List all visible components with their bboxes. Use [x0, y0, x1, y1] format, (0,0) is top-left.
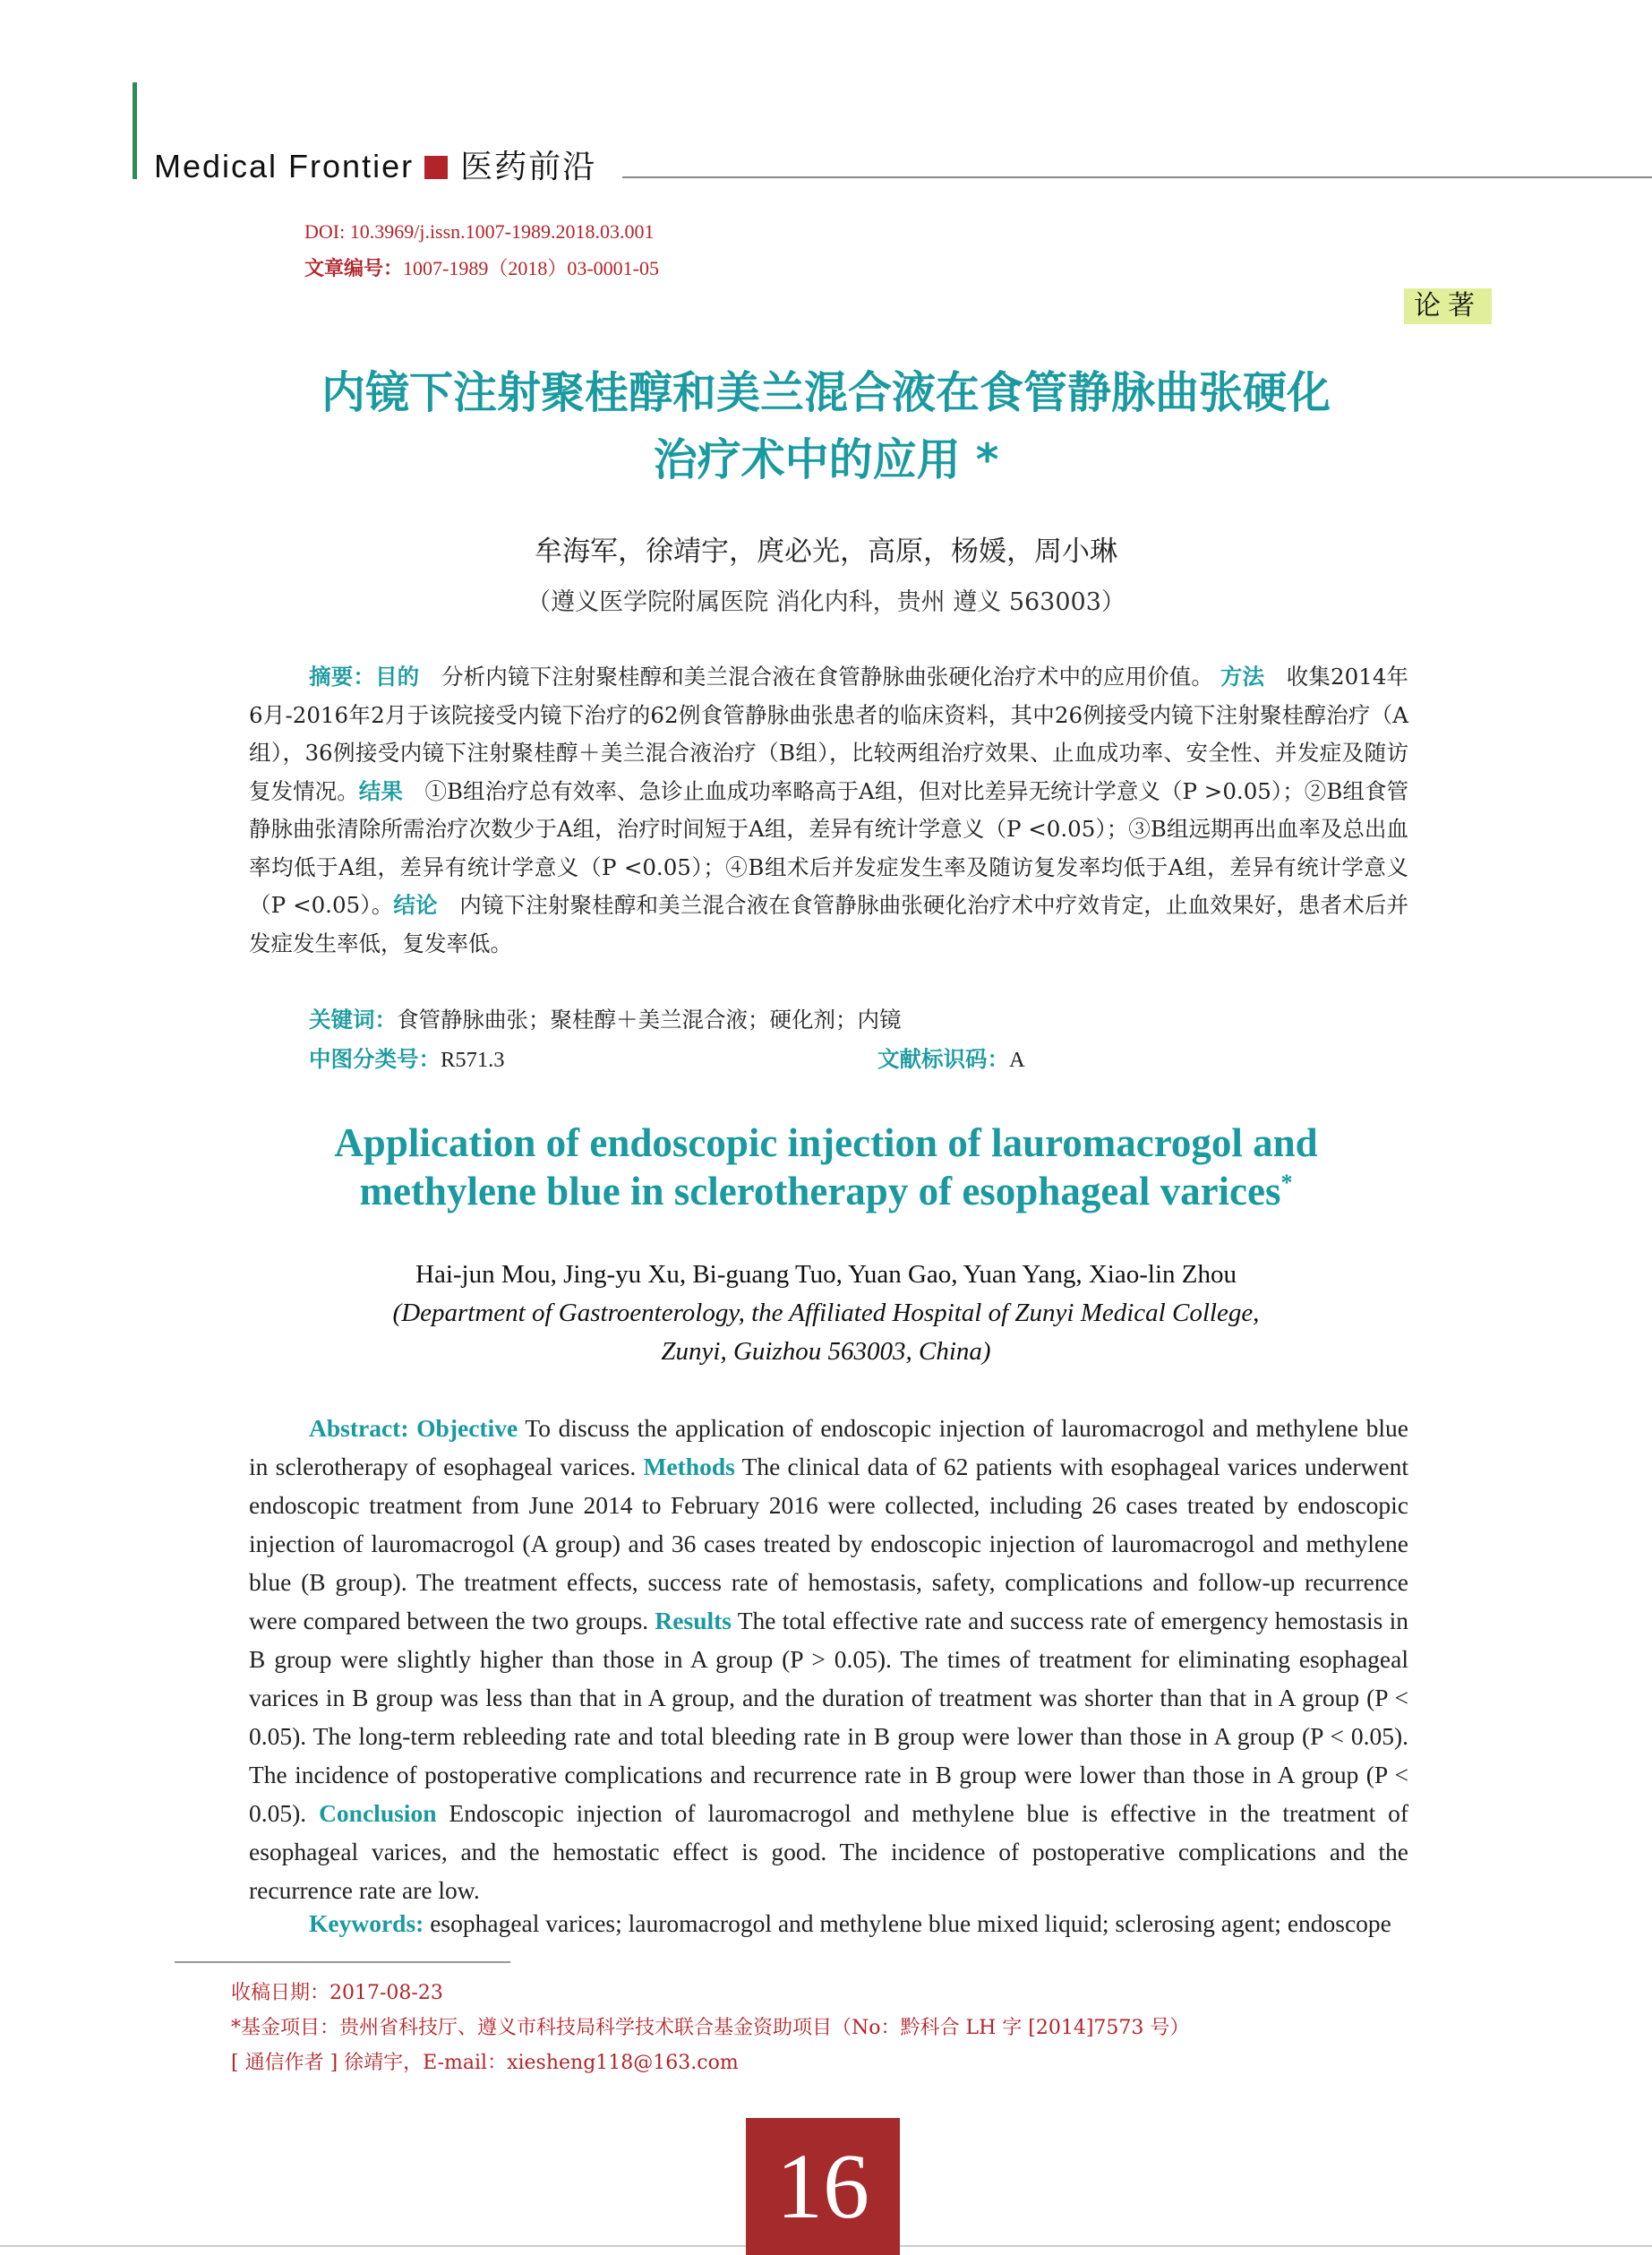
section-tag: 论著: [1404, 288, 1492, 324]
conclusion-en: Endoscopic injection of lauromacrogol and methylene blue is effective in the treatment of esophageal varices, and the hemostatic effect is good. The incidence of postoperative complications and the recurrence rate are low.: [249, 1799, 1409, 1904]
received-date: 收稿日期：2017-08-23: [231, 1982, 443, 2004]
methods-zh-label: 方法: [1220, 664, 1265, 690]
clc-label: 中图分类号：: [309, 1046, 441, 1072]
doc-code: A: [1009, 1048, 1025, 1072]
title-zh-line1: 内镜下注射聚桂醇和美兰混合液在食管静脉曲张硬化: [321, 367, 1331, 418]
doc-code-line: [877, 1042, 1025, 1074]
title-zh-line2: 治疗术中的应用 *: [653, 434, 999, 485]
page-number: 16: [746, 2118, 900, 2255]
results-en-label: Results: [655, 1607, 732, 1634]
doi-line: DOI: 10.3969/j.issn.1007-1989.2018.03.001: [304, 220, 655, 243]
authors-zh: 牟海军，徐靖宇，庹必光，高原，杨媛，周小琳: [535, 536, 1117, 568]
keywords-zh: 食管静脉曲张；聚桂醇＋美兰混合液；硬化剂；内镜: [397, 1007, 902, 1033]
title-en-star: *: [1280, 1170, 1293, 1196]
journal-name-en: Medical Frontier: [154, 148, 415, 184]
journal-name-zh: 医药前沿: [460, 148, 597, 184]
affiliation-en-line2: Zunyi, Guizhou 563003, China): [661, 1337, 991, 1366]
title-en-line2-text: methylene blue in sclerotherapy of esophageal varices: [359, 1169, 1281, 1213]
results-zh: ①B组治疗总有效率、急诊止血成功率略高于A组，但对比差异无统计学意义（P >0.05）；②B组食管静脉曲张清除所需治疗次数少于A组，治疗时间短于A组，差异有统计学意义（P <0.05）；③B组远期再出血率及总出血率均低于A组，差异有统计学意义（P <0.05）；④B组术后并发症发生率及随访复发率均低于A组，差异有统计学意义（P <0.05）。: [249, 777, 1409, 918]
keywords-en-line: [309, 1909, 1391, 1938]
affiliation-en-line1: (Department of Gastroenterology, the Affiliated Hospital of Zunyi Medical College,: [392, 1299, 1260, 1327]
authors-en: Hai-jun Mou, Jing-yu Xu, Bi-guang Tuo, Yuan Gao, Yuan Yang, Xiao-lin Zhou: [415, 1260, 1237, 1289]
conclusion-en-label: Conclusion: [319, 1799, 437, 1827]
objective-en-label: Objective: [416, 1414, 518, 1442]
keywords-zh-line: [309, 1003, 902, 1034]
methods-en: The clinical data of 62 patients with esophageal varices underwent endoscopic treatment from June 2014 to February 2016 were collected, including 26 cases treated by endoscopic injection of lauromacrogol (A group) and 36 cases treated by endoscopic injection of lauromacrogol and methylene blue (B group). The treatment effects, success rate of hemostasis, safety, complications and follow-up recurrence were compared between the two groups.: [249, 1453, 1409, 1634]
objective-zh-label: 目的: [375, 664, 420, 690]
header-square-icon: [424, 156, 448, 179]
conclusion-zh-label: 结论: [393, 892, 438, 918]
objective-en: To discuss the application of endoscopic injection of lauromacrogol and methylene blue in sclerotherapy of esophageal varices.: [249, 1414, 1408, 1480]
results-en: The total effective rate and success rate of emergency hemostasis in B group were slightly higher than those in A group (P > 0.05). The times of treatment for eliminating esophageal varices in B group was less than that in A group, and the duration of treatment was shorter than that in A group (P < 0.05). The long-term rebleeding rate and total bleeding rate in B group were lower than those in A group (P < 0.05). The incidence of postoperative complications and recurrence rate in B group were lower than those in A group (P < 0.05).: [249, 1607, 1409, 1827]
title-en-line2: [0, 1168, 1652, 1214]
clc-code: R571.3: [441, 1048, 505, 1072]
header-rule: [622, 176, 1652, 178]
affiliation-zh: （遵义医学院附属医院 消化内科，贵州 遵义 563003）: [526, 588, 1126, 616]
article-number-label: 文章编号：: [304, 258, 404, 280]
title-en-line1: Application of endoscopic injection of lauromacrogol and: [334, 1120, 1318, 1165]
article-number: 1007-1989（2018）03-0001-05: [403, 257, 659, 279]
fund-note: *基金项目：贵州省科技厅、遵义市科技局科学技术联合基金资助项目（No：黔科合 LH 字 [2014]7573 号）: [231, 2017, 1190, 2039]
footnote-rule: [175, 1961, 510, 1963]
keywords-en: esophageal varices; lauromacrogol and methylene blue mixed liquid; sclerosing agent; endoscope: [430, 1909, 1391, 1937]
conclusion-zh: 内镜下注射聚桂醇和美兰混合液在食管静脉曲张硬化治疗术中疗效肯定，止血效果好，患者术后并发症发生率低，复发率低。: [249, 892, 1409, 956]
abstract-en-label: Abstract:: [309, 1414, 409, 1442]
results-zh-label: 结果: [358, 777, 403, 804]
methods-en-label: Methods: [643, 1453, 735, 1480]
keywords-zh-label: 关键词：: [309, 1007, 397, 1033]
abstract-en: [249, 1409, 1408, 1909]
clc-line: [309, 1042, 504, 1074]
abstract-zh: [249, 658, 1408, 963]
journal-header: [154, 141, 596, 187]
abstract-zh-label: 摘要：: [309, 664, 376, 690]
header-accent-bar: [133, 82, 137, 179]
article-number-line: [304, 253, 659, 281]
methods-zh: 收集2014年6月-2016年2月于该院接受内镜下治疗的62例食管静脉曲张患者的临床资料，其中26例接受内镜下注射聚桂醇治疗（A组），36例接受内镜下注射聚桂醇＋美兰混合液治疗（B组），比较两组治疗效果、止血成功率、安全性、并发症及随访复发情况。: [249, 664, 1409, 804]
keywords-en-label: Keywords:: [309, 1909, 424, 1937]
doc-code-label: 文献标识码：: [877, 1046, 1009, 1072]
correspondence-note: [ 通信作者 ] 徐靖宇，E-mail：xiesheng118@163.com: [231, 2052, 739, 2074]
objective-zh: 分析内镜下注射聚桂醇和美兰混合液在食管静脉曲张硬化治疗术中的应用价值。: [441, 664, 1213, 690]
